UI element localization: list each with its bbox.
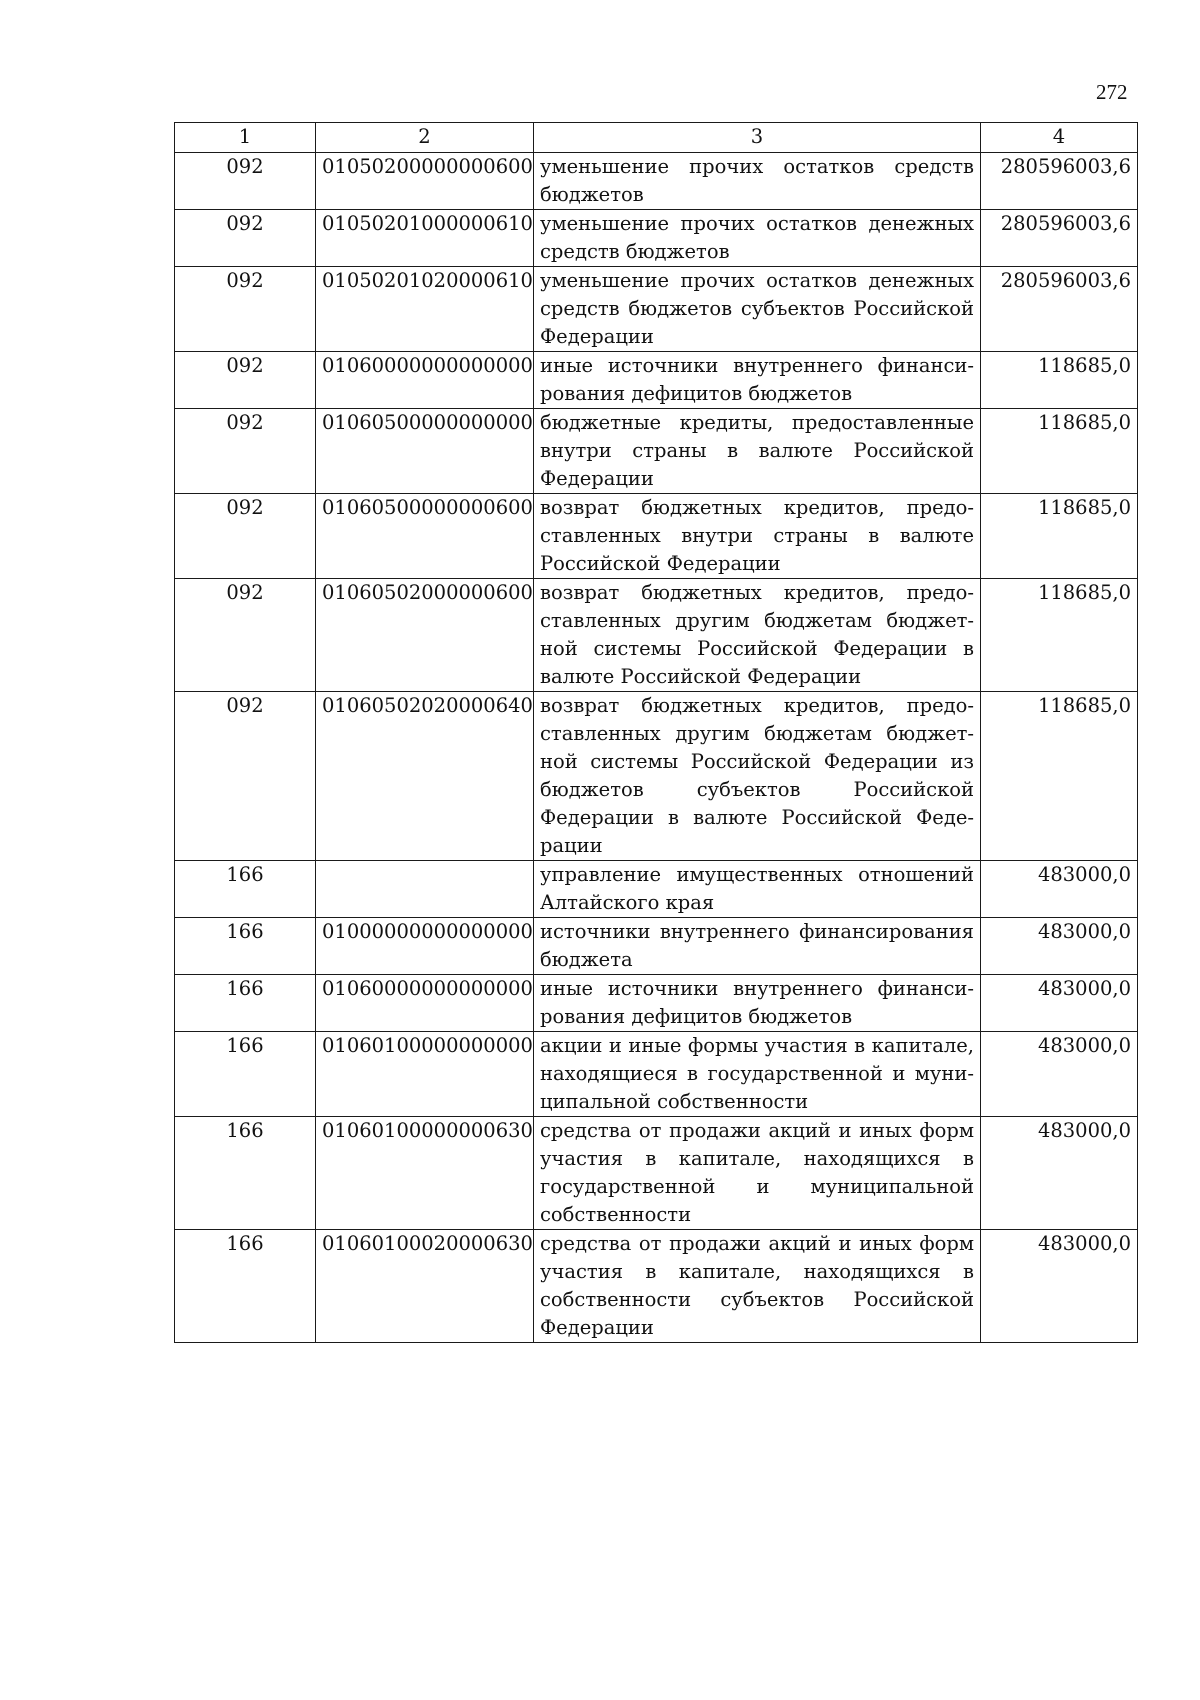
amount-cell: 483000,0: [981, 861, 1138, 918]
amount-cell: 280596003,6: [981, 267, 1138, 352]
classification-code-cell: [316, 861, 534, 918]
table-row: [175, 975, 1138, 1032]
classification-code-cell: 01050201020000610: [316, 267, 534, 352]
amount-cell: 118685,0: [981, 352, 1138, 409]
classification-code-cell: 01060000000000000: [316, 352, 534, 409]
amount-cell: 280596003,6: [981, 210, 1138, 267]
amount-cell: 118685,0: [981, 692, 1138, 861]
classification-code-cell: 01050201000000610: [316, 210, 534, 267]
table-row: [175, 918, 1138, 975]
amount-cell: 280596003,6: [981, 153, 1138, 210]
description-cell: возврат бюджетных кредитов, предоставленных другим бюджетам бюджетной системы Российской Федерации из бюджетов субъектов Российской Федерации в валюте Российской Федерации: [534, 692, 981, 861]
admin-code-cell: 166: [175, 1117, 316, 1230]
table-row: [175, 494, 1138, 579]
admin-code-cell: 092: [175, 210, 316, 267]
admin-code-cell: 092: [175, 153, 316, 210]
admin-code-cell: 092: [175, 352, 316, 409]
table-row: [175, 210, 1138, 267]
amount-cell: 483000,0: [981, 1230, 1138, 1343]
amount-cell: 483000,0: [981, 1032, 1138, 1117]
admin-code-cell: 092: [175, 267, 316, 352]
table-header: [175, 123, 1138, 153]
classification-code-cell: 01060502000000600: [316, 579, 534, 692]
amount-cell: 118685,0: [981, 409, 1138, 494]
classification-code-cell: 01060500000000600: [316, 494, 534, 579]
admin-code-cell: 166: [175, 861, 316, 918]
table-row: [175, 861, 1138, 918]
column-header-3: 3: [534, 123, 981, 153]
description-cell: иные источники внутреннего финансирования дефицитов бюджетов: [534, 975, 981, 1032]
table-row: [175, 267, 1138, 352]
table-row: [175, 579, 1138, 692]
description-cell: иные источники внутреннего финансирования дефицитов бюджетов: [534, 352, 981, 409]
amount-cell: 483000,0: [981, 918, 1138, 975]
description-cell: уменьшение прочих остатков денежных средств бюджетов субъектов Российской Федерации: [534, 267, 981, 352]
admin-code-cell: 166: [175, 1032, 316, 1117]
table-row: [175, 1117, 1138, 1230]
classification-code-cell: 01060100000000000: [316, 1032, 534, 1117]
description-cell: средства от продажи акций и иных форм участия в капитале, находящихся в государственной и муниципальной собственности: [534, 1117, 981, 1230]
classification-code-cell: 01060100020000630: [316, 1230, 534, 1343]
admin-code-cell: 166: [175, 918, 316, 975]
classification-code-cell: 01060100000000630: [316, 1117, 534, 1230]
budget-sources-table: [174, 122, 1138, 1343]
column-header-2: 2: [316, 123, 534, 153]
classification-code-cell: 01050200000000600: [316, 153, 534, 210]
table-row: [175, 692, 1138, 861]
description-cell: акции и иные формы участия в капитале, находящиеся в государственной и муниципальной собственности: [534, 1032, 981, 1117]
description-cell: бюджетные кредиты, предоставленные внутри страны в валюте Российской Федерации: [534, 409, 981, 494]
column-header-4: 4: [981, 123, 1138, 153]
amount-cell: 118685,0: [981, 579, 1138, 692]
description-cell: средства от продажи акций и иных форм участия в капитале, находящихся в собственности субъектов Российской Федерации: [534, 1230, 981, 1343]
table-body: [175, 153, 1138, 1343]
header-row: [175, 123, 1138, 153]
description-cell: возврат бюджетных кредитов, предоставленных внутри страны в валюте Российской Федерации: [534, 494, 981, 579]
classification-code-cell: 01000000000000000: [316, 918, 534, 975]
classification-code-cell: 01060000000000000: [316, 975, 534, 1032]
table-row: [175, 352, 1138, 409]
page-number: 272: [1096, 80, 1128, 104]
classification-code-cell: 01060500000000000: [316, 409, 534, 494]
description-cell: возврат бюджетных кредитов, предоставленных другим бюджетам бюджетной системы Российской Федерации в валюте Российской Федерации: [534, 579, 981, 692]
table-row: [175, 1032, 1138, 1117]
amount-cell: 483000,0: [981, 975, 1138, 1032]
description-cell: источники внутреннего финансирования бюджета: [534, 918, 981, 975]
classification-code-cell: 01060502020000640: [316, 692, 534, 861]
column-header-1: 1: [175, 123, 316, 153]
amount-cell: 118685,0: [981, 494, 1138, 579]
admin-code-cell: 092: [175, 409, 316, 494]
admin-code-cell: 166: [175, 1230, 316, 1343]
table-row: [175, 153, 1138, 210]
table-row: [175, 409, 1138, 494]
description-cell: уменьшение прочих остатков средств бюджетов: [534, 153, 981, 210]
admin-code-cell: 092: [175, 579, 316, 692]
table-row: [175, 1230, 1138, 1343]
description-cell: управление имущественных отношений Алтайского края: [534, 861, 981, 918]
description-cell: уменьшение прочих остатков денежных средств бюджетов: [534, 210, 981, 267]
admin-code-cell: 092: [175, 494, 316, 579]
admin-code-cell: 166: [175, 975, 316, 1032]
admin-code-cell: 092: [175, 692, 316, 861]
amount-cell: 483000,0: [981, 1117, 1138, 1230]
